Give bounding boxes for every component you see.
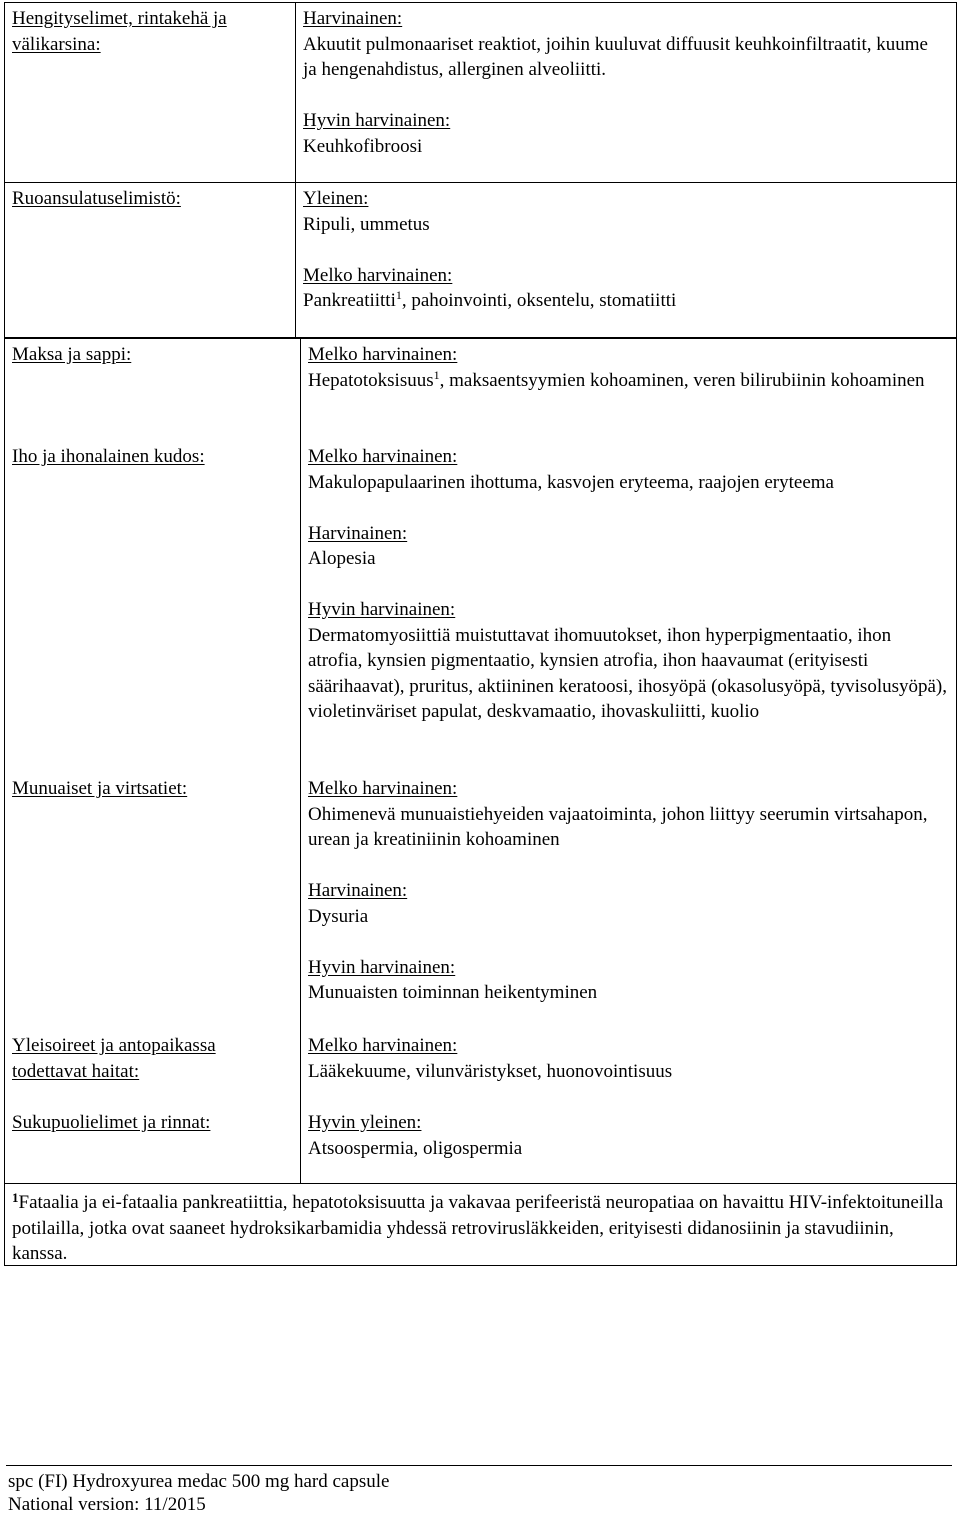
organ-class-label: Yleisoireet ja antopaikassa todettavat haitat: [12,1035,216,1082]
frequency-heading: Hyvin harvinainen: [303,110,451,131]
frequency-heading: Melko harvinainen: [308,1035,458,1056]
frequency-text: Makulopapulaarinen ihottuma, kasvojen eryteema, raajojen eryteema [308,471,834,493]
frequency-text: Ohimenevä munuaistiehyeiden vajaatoiminta, johon liittyy seerumin virtsahapon, urean ja kreatiniinin kohoaminen [308,803,928,850]
frequency-text: Lääkekuume, vilunväristykset, huonovointisuus [308,1060,673,1082]
frequency-heading: Hyvin harvinainen: [308,956,456,978]
frequency-heading: Hyvin harvinainen: [308,599,456,620]
frequency-block [303,263,943,314]
text-fragment: Hepatotoksisuus [308,369,434,391]
table-border-left [4,338,5,1266]
text-fragment: , maksaentsyymien kohoaminen, veren bilirubiinin kohoaminen [439,369,925,391]
table-cell-content [308,444,948,725]
footer-document-title: spc (FI) Hydroxyurea medac 500 mg hard capsule [8,1471,390,1492]
frequency-block [308,1110,948,1161]
frequency-heading: Hyvin yleinen: [308,1112,422,1133]
organ-class-label: Maksa ja sappi: [12,344,132,365]
adverse-effects-table-2 [4,338,957,1266]
frequency-text: Dermatomyosiittiä muistuttavat ihomuutokset, ihon hyperpigmentaatio, ihon atrofia, kynsien pigmentaatio, kynsien atrofia, ihon haavaumat (erityisesti säärihaavat), pruritus, aktiininen keratoosi, ihosyöpä (okasolusyöpä, tyvisolusyöpä), violetinväriset papulat, deskvamaatio, ihovaskuliitti, kuolio [308,624,948,722]
text-fragment: Pankreatiitti [303,290,396,311]
frequency-text: Keuhkofibroosi [303,135,423,157]
frequency-text [303,288,943,314]
organ-class-label: Ruoansulatuselimistö: [12,188,181,209]
frequency-block [308,776,948,853]
footer-rule [6,1465,952,1466]
frequency-heading: Yleinen: [303,188,369,209]
frequency-block [308,444,948,495]
frequency-block [303,108,943,159]
text-fragment: , pahoinvointi, oksentelu, stomatiitti [401,290,677,311]
page-footer [8,1470,389,1516]
organ-class-label: Munuaiset ja virtsatiet: [12,778,188,799]
table-border-left [4,2,5,338]
table-cell-content [303,6,943,159]
table-border-top [4,2,957,3]
frequency-heading: Melko harvinainen: [308,446,458,467]
table-row-divider [4,1183,957,1184]
frequency-heading: Melko harvinainen: [308,344,458,365]
frequency-block [308,342,948,393]
frequency-heading: Melko harvinainen: [308,778,458,799]
table-column-divider [300,338,301,1184]
footnote-text: Fataalia ja ei-fataalia pankreatiittia, hepatotoksisuutta ja vakavaa perifeeristä neuropatiaa on havaittu HIV-infektoituneilla potilailla, jotka ovat saaneet hydroksikarbamidia yhdessä retrovirusläkkeiden, erityisesti didanosiinin ja stavudiinin, kanssa. [12,1192,944,1264]
frequency-block [308,1033,948,1084]
frequency-block [308,597,948,725]
frequency-heading: Harvinainen: [308,880,408,901]
frequency-heading: Harvinainen: [308,522,408,544]
frequency-heading: Melko harvinainen: [303,264,453,286]
organ-class-label: Hengityselimet, rintakehä ja välikarsina: [12,8,227,55]
footnote-reference: 1 [395,288,402,302]
frequency-text: Akuutit pulmonaariset reaktiot, joihin kuuluvat diffuusit keuhkoinfiltraatit, kuume ja hengenahdistus, allerginen alveoliitti. [303,33,928,80]
frequency-text: Munuaisten toiminnan heikentyminen [308,982,598,1003]
table-row-divider [4,182,957,183]
frequency-block [303,186,943,237]
frequency-text [308,368,948,394]
table-cell-content [303,186,943,314]
frequency-text: Dysuria [308,905,369,927]
table-border-right [956,2,957,338]
table-border-right [956,338,957,1266]
adverse-effects-table-1 [4,2,957,338]
frequency-text: Ripuli, ummetus [303,213,430,235]
footnote-reference: 1 [433,367,440,382]
table-cell-content [308,1110,948,1161]
frequency-block [308,521,948,572]
frequency-text: Atsoospermia, oligospermia [308,1137,523,1159]
organ-class-label: Sukupuolielimet ja rinnat: [12,1112,211,1133]
table-column-divider [295,2,296,338]
frequency-block [303,6,943,83]
table-cell-content [308,342,948,393]
frequency-text: Alopesia [308,548,376,569]
footer-version: National version: 11/2015 [8,1494,206,1515]
frequency-heading: Harvinainen: [303,8,403,29]
table-cell-content [308,1033,948,1084]
frequency-block [308,955,948,1006]
footnote-marker: 1 [12,1190,19,1205]
table-border-top [4,338,957,339]
frequency-block [308,878,948,929]
organ-class-label: Iho ja ihonalainen kudos: [12,446,205,467]
table-footnote [12,1190,952,1267]
table-cell-content [308,776,948,1006]
